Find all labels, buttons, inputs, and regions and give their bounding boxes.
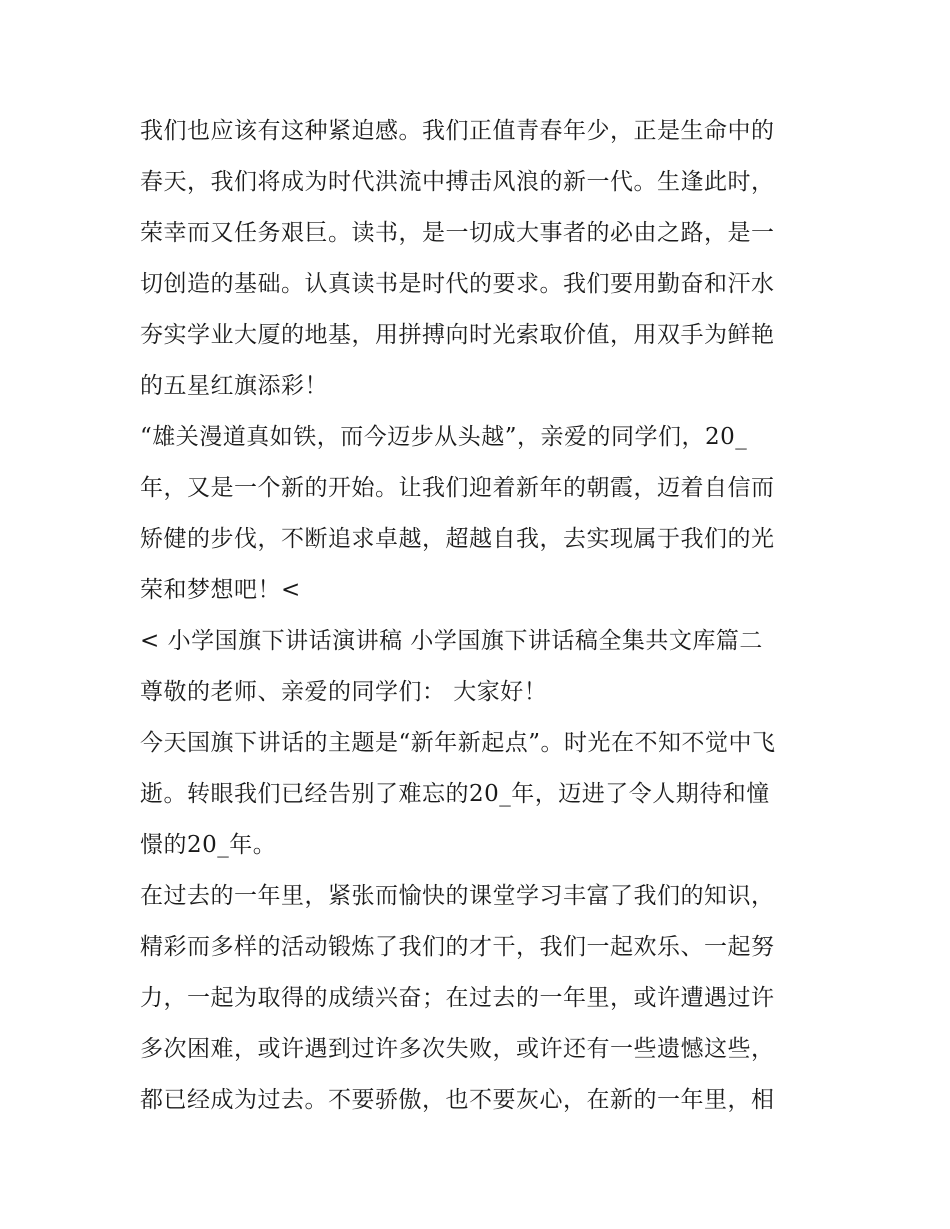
text-line: 矫健的步伐，不断追求卓越，超越自我，去实现属于我们的光 <box>140 526 775 552</box>
text-line: 荣和梦想吧！< <box>140 577 301 603</box>
text-line: 切创造的基础。认真读书是时代的要求。我们要用勤奋和汗水 <box>140 271 775 297</box>
text-line: 荣幸而又任务艰巨。读书，是一切成大事者的必由之路，是一 <box>140 220 775 246</box>
text-line: 夯实学业大厦的地基，用拼搏向时光索取价值，用双手为鲜艳 <box>140 322 775 348</box>
section-heading: < 小学国旗下讲话演讲稿 小学国旗下讲话稿全集共文库篇二 <box>140 628 763 654</box>
text-line: 多次困难，或许遇到过许多次失败，或许还有一些遗憾这些， <box>140 1036 775 1062</box>
text-line: 的五星红旗添彩！ <box>140 373 328 399</box>
text-line: “雄关漫道真如铁，而今迈步从头越”，亲爱的同学们，20_ <box>140 424 748 450</box>
salutation: 尊敬的老师、亲爱的同学们： 大家好！ <box>140 679 548 705</box>
text-line: 我们也应该有这种紧迫感。我们正值青春年少，正是生命中的 <box>140 118 775 144</box>
text-line: 春天，我们将成为时代洪流中搏击风浪的新一代。生逢此时， <box>140 169 775 195</box>
text-line: 力，一起为取得的成绩兴奋；在过去的一年里，或许遭遇过许 <box>140 985 775 1011</box>
text-line: 在过去的一年里，紧张而愉快的课堂学习丰富了我们的知识， <box>140 883 775 909</box>
text-line: 憬的20_年。 <box>140 832 277 858</box>
text-line: 逝。转眼我们已经告别了难忘的20_年，迈进了令人期待和憧 <box>140 781 770 807</box>
speech-text <box>140 106 820 1126</box>
text-line: 都已经成为过去。不要骄傲，也不要灰心，在新的一年里，相 <box>140 1087 775 1113</box>
text-line: 年，又是一个新的开始。让我们迎着新年的朝霞，迈着自信而 <box>140 475 775 501</box>
text-line: 今天国旗下讲话的主题是“新年新起点”。时光在不知不觉中飞 <box>140 730 776 756</box>
text-line: 精彩而多样的活动锻炼了我们的才干，我们一起欢乐、一起努 <box>140 934 775 960</box>
